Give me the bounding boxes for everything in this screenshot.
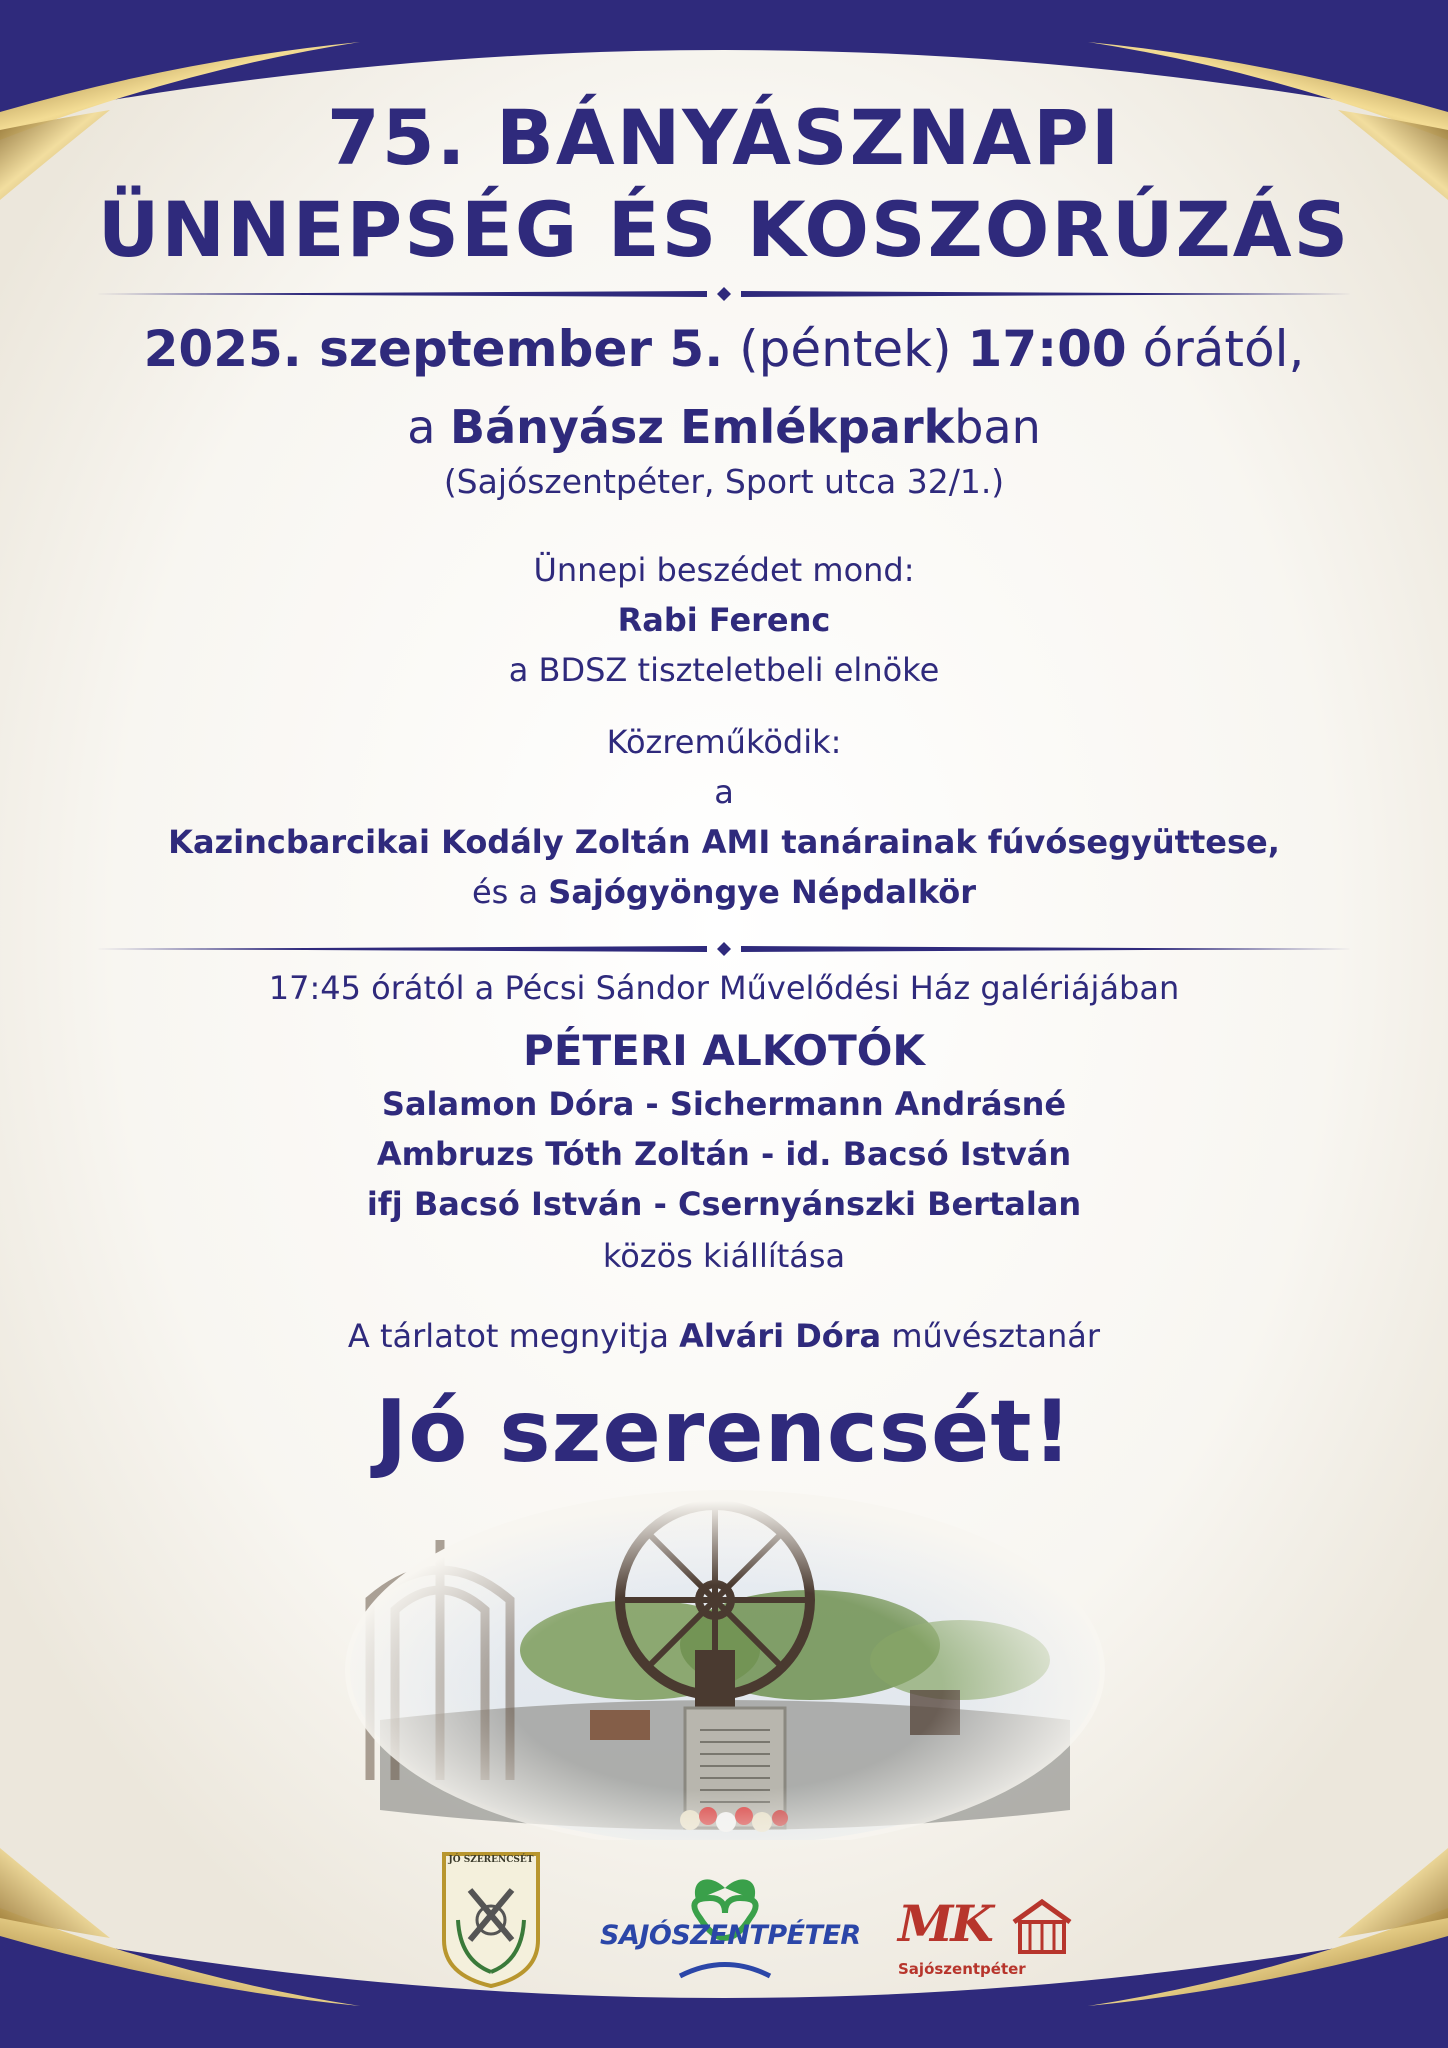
performers-choir: Sajógyöngye Népdalkör [548,873,977,911]
event-date: 2025. szeptember 5. [143,320,724,378]
place-prefix: a [407,400,436,454]
exhibition-title: PÉTERI ALKOTÓK [523,1026,925,1075]
mk-logo-letters: MK [898,1894,991,1953]
city-logo-text: SAJÓSZENTPÉTER [600,1920,861,1951]
performers-label: Közreműködik: [606,723,842,761]
event-address: (Sajószentpéter, Sport utca 32/1.) [443,462,1005,501]
opening-suffix: művésztanár [891,1317,1101,1355]
event-time: 17:00 [967,320,1127,378]
place-name: Bányász Emlékpark [450,400,955,454]
speech-speaker: Rabi Ferenc [617,601,831,639]
memorial-photo [340,1480,1110,1840]
mk-logo-subtitle: Sajószentpéter [898,1960,1026,1978]
divider-middle [95,939,1353,959]
mk-house-icon [1010,1898,1074,1958]
event-weekday: (péntek) [739,320,952,378]
title-line-1: 75. BÁNYÁSZNAPI [326,93,1122,182]
performers-article: a [714,773,734,811]
performers-ensemble: Kazincbarcikai Kodály Zoltán AMI tanárainak fúvósegyüttese, [168,823,1280,861]
opening-prefix: A tárlatot megnyitja [347,1317,669,1355]
exhibition-intro: 17:45 órától a Pécsi Sándor Művelődési Ház galériájában [268,969,1180,1007]
event-date-line [0,322,1448,377]
title-line-2: ÜNNEPSÉG ÉS KOSZORÚZÁS [97,185,1351,274]
exhibition-artist-line: Salamon Dóra - Sichermann Andrásné [381,1085,1067,1123]
speech-label: Ünnepi beszédet mond: [533,551,915,589]
slogan: Jó szerencsét! [375,1382,1073,1482]
event-place-line [0,402,1448,453]
exhibition-artist-line: Ambruzs Tóth Zoltán - id. Bacsó István [376,1135,1072,1173]
place-suffix: ban [954,400,1041,454]
opening-name: Alvári Dóra [679,1317,882,1355]
crest-caption: JÓ SZERENCSÉT [448,1855,534,1865]
event-time-suffix: órától, [1142,320,1305,378]
performers-choir-line [0,874,1448,911]
exhibition-artist-line: ifj Bacsó István - Csernyánszki Bertalan [366,1185,1082,1223]
performers-and: és a [471,873,539,911]
exhibition-suffix: közös kiállítása [602,1237,846,1275]
divider-top [95,284,1353,304]
miners-crest-logo [440,1850,542,1990]
speech-role: a BDSZ tiszteletbeli elnöke [508,651,940,689]
exhibition-opening [0,1318,1448,1355]
